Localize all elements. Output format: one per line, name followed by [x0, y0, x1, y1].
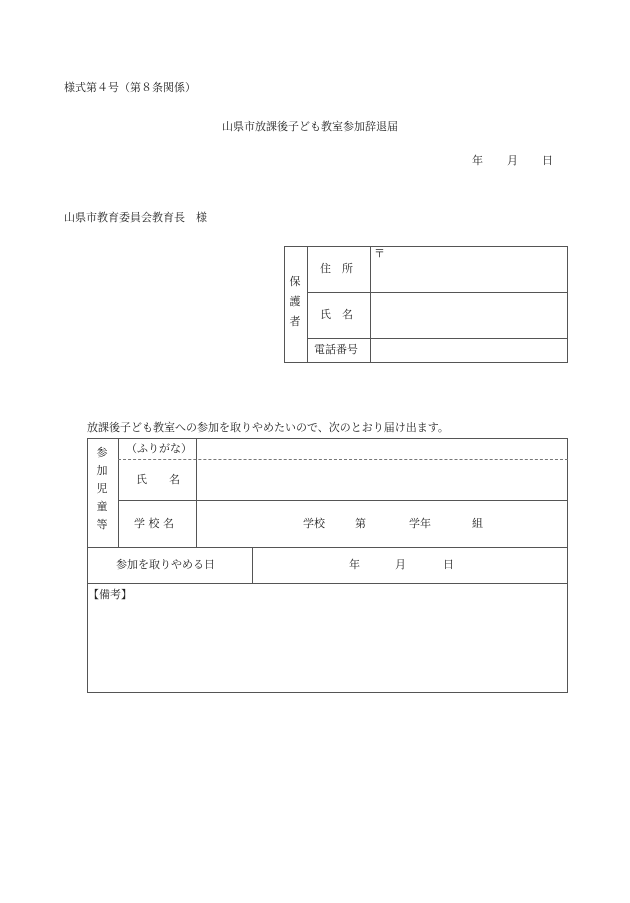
child-group-label: 参加児童等: [96, 446, 108, 531]
divider: [118, 438, 119, 547]
divider: [252, 547, 253, 583]
withdraw-year: 年: [349, 558, 360, 571]
remarks-label: 【備考】: [88, 588, 132, 601]
divider: [307, 246, 308, 363]
grade-suffix: 学年: [409, 517, 431, 530]
child-name-label: 氏 名: [136, 473, 180, 486]
postal-mark: 〒: [374, 247, 385, 260]
date-month: 月: [507, 154, 518, 167]
class-suffix: 組: [472, 517, 483, 530]
school-suffix: 学校: [303, 517, 325, 530]
guardian-address-label: 住 所: [320, 262, 353, 275]
form-title: 山県市放課後子ども教室参加辞退届: [222, 120, 398, 133]
divider: [118, 500, 568, 501]
guardian-group-label: 保護者: [289, 275, 301, 328]
statement: 放課後子ども教室への参加を取りやめたいので、次のとおり届け出ます。: [87, 421, 449, 434]
date-year: 年: [472, 154, 483, 167]
child-name-field[interactable]: [197, 460, 567, 500]
withdraw-day: 日: [443, 558, 454, 571]
divider: [87, 583, 568, 584]
furigana-label: （ふりがな）: [126, 442, 192, 455]
form-number: 様式第４号（第８条関係）: [64, 81, 196, 94]
date-day: 日: [542, 154, 553, 167]
withdraw-date-label: 参加を取りやめる日: [116, 558, 215, 571]
divider: [87, 547, 568, 548]
guardian-address-field[interactable]: [371, 262, 567, 292]
guardian-name-label: 氏 名: [320, 308, 353, 321]
remarks-field[interactable]: [88, 604, 567, 692]
school-label: 学 校 名: [134, 517, 174, 530]
grade-prefix: 第: [355, 517, 366, 530]
guardian-phone-field[interactable]: [371, 339, 567, 362]
guardian-phone-label: 電話番号: [314, 343, 358, 356]
addressee: 山県市教育委員会教育長 様: [64, 211, 207, 224]
withdraw-month: 月: [395, 558, 406, 571]
furigana-field[interactable]: [197, 439, 567, 459]
guardian-name-field[interactable]: [371, 293, 567, 338]
